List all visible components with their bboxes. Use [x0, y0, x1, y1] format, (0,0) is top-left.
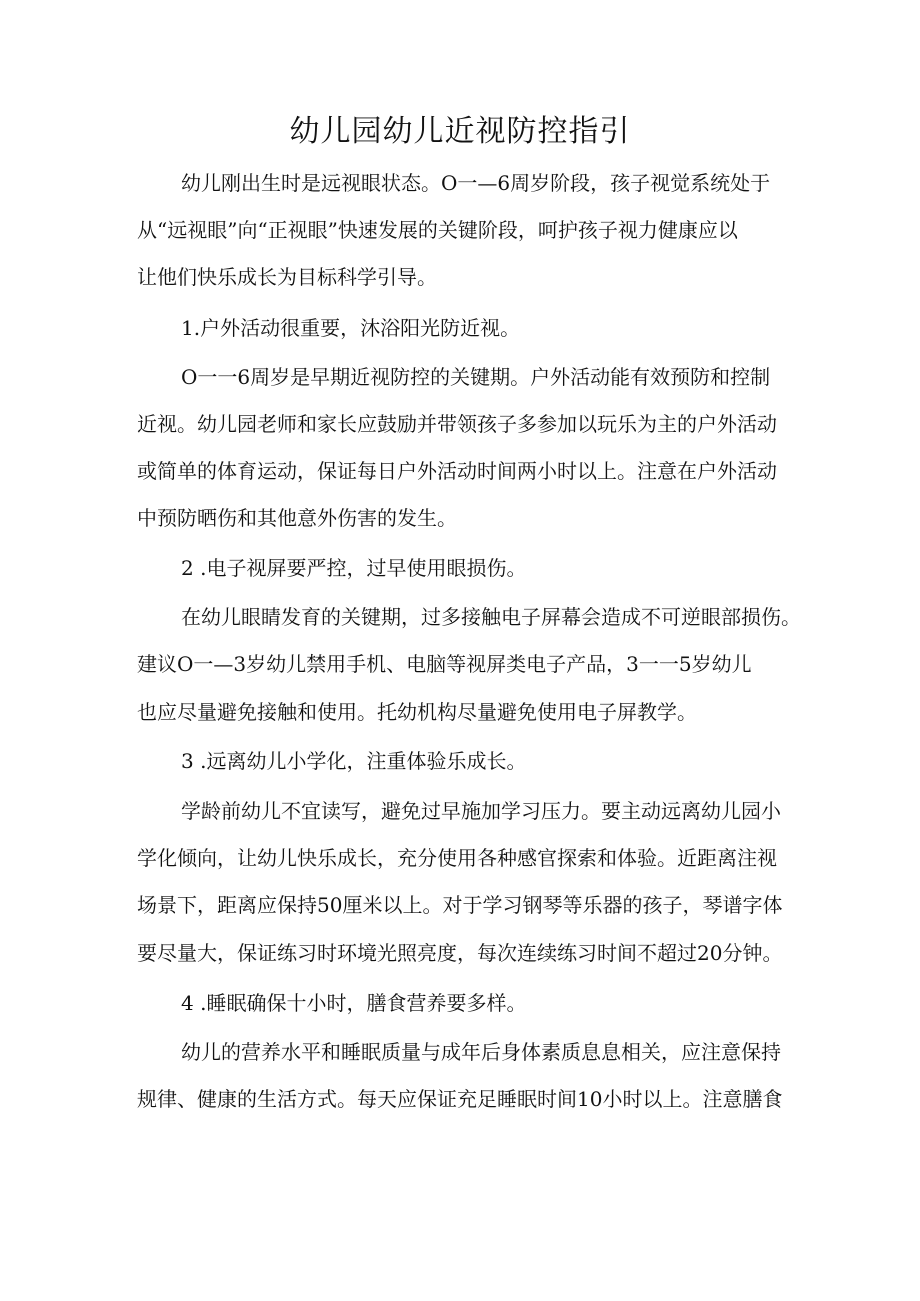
intro-line: 让他们快乐成长为目标科学引导。: [137, 265, 437, 289]
document-title: 幼儿园幼儿近视防控指引: [289, 114, 631, 149]
paragraph-line: 场景下，距离应保持50厘米以上。对于学习钢琴等乐器的孩子，琴谱字体: [137, 893, 783, 917]
section-heading: 3 .远离幼儿小学化，注重体验乐成长。: [181, 749, 527, 773]
section-heading: 4 .睡眠确保十小时，膳食营养要多样。: [181, 991, 527, 1015]
paragraph-line: 学化倾向，让幼儿快乐成长，充分使用各种感官探索和体验。近距离注视: [137, 846, 777, 870]
section-heading: 1.户外活动很重要，沐浴阳光防近视。: [181, 316, 521, 340]
paragraph-line: 或简单的体育运动，保证每日户外活动时间两小时以上。注意在户外活动: [137, 459, 777, 483]
paragraph-line: 也应尽量避免接触和使用。托幼机构尽量避免使用电子屏教学。: [137, 700, 697, 724]
paragraph-line: 中预防晒伤和其他意外伤害的发生。: [137, 506, 457, 530]
paragraph-line: 幼儿的营养水平和睡眠质量与成年后身体素质息息相关，应注意保持: [181, 1040, 781, 1064]
paragraph-line: 规律、健康的生活方式。每天应保证充足睡眠时间10小时以上。注意膳食: [137, 1087, 783, 1111]
paragraph-line: 在幼儿眼睛发育的关键期，过多接触电子屏幕会造成不可逆眼部损伤。: [181, 605, 801, 629]
paragraph-line: 近视。幼儿园老师和家长应鼓励并带领孩子多参加以玩乐为主的户外活动: [137, 412, 777, 436]
intro-line: 从“远视眼”向“正视眼”快速发展的关键阶段，呵护孩子视力健康应以: [137, 218, 738, 242]
paragraph-line: 建议O一—3岁幼儿禁用手机、电脑等视屏类电子产品，3一一5岁幼儿: [137, 652, 752, 676]
section-heading: 2 .电子视屏要严控，过早使用眼损伤。: [181, 556, 527, 580]
paragraph-line: 要尽量大，保证练习时环境光照亮度，每次连续练习时间不超过20分钟。: [137, 941, 783, 965]
paragraph-line: 学龄前幼儿不宜读写，避免过早施加学习压力。要主动远离幼儿园小: [181, 799, 781, 823]
paragraph-line: O一一6周岁是早期近视防控的关键期。户外活动能有效预防和控制: [181, 365, 771, 389]
intro-line: 幼儿刚出生时是远视眼状态。O一—6周岁阶段，孩子视觉系统处于: [181, 171, 771, 195]
